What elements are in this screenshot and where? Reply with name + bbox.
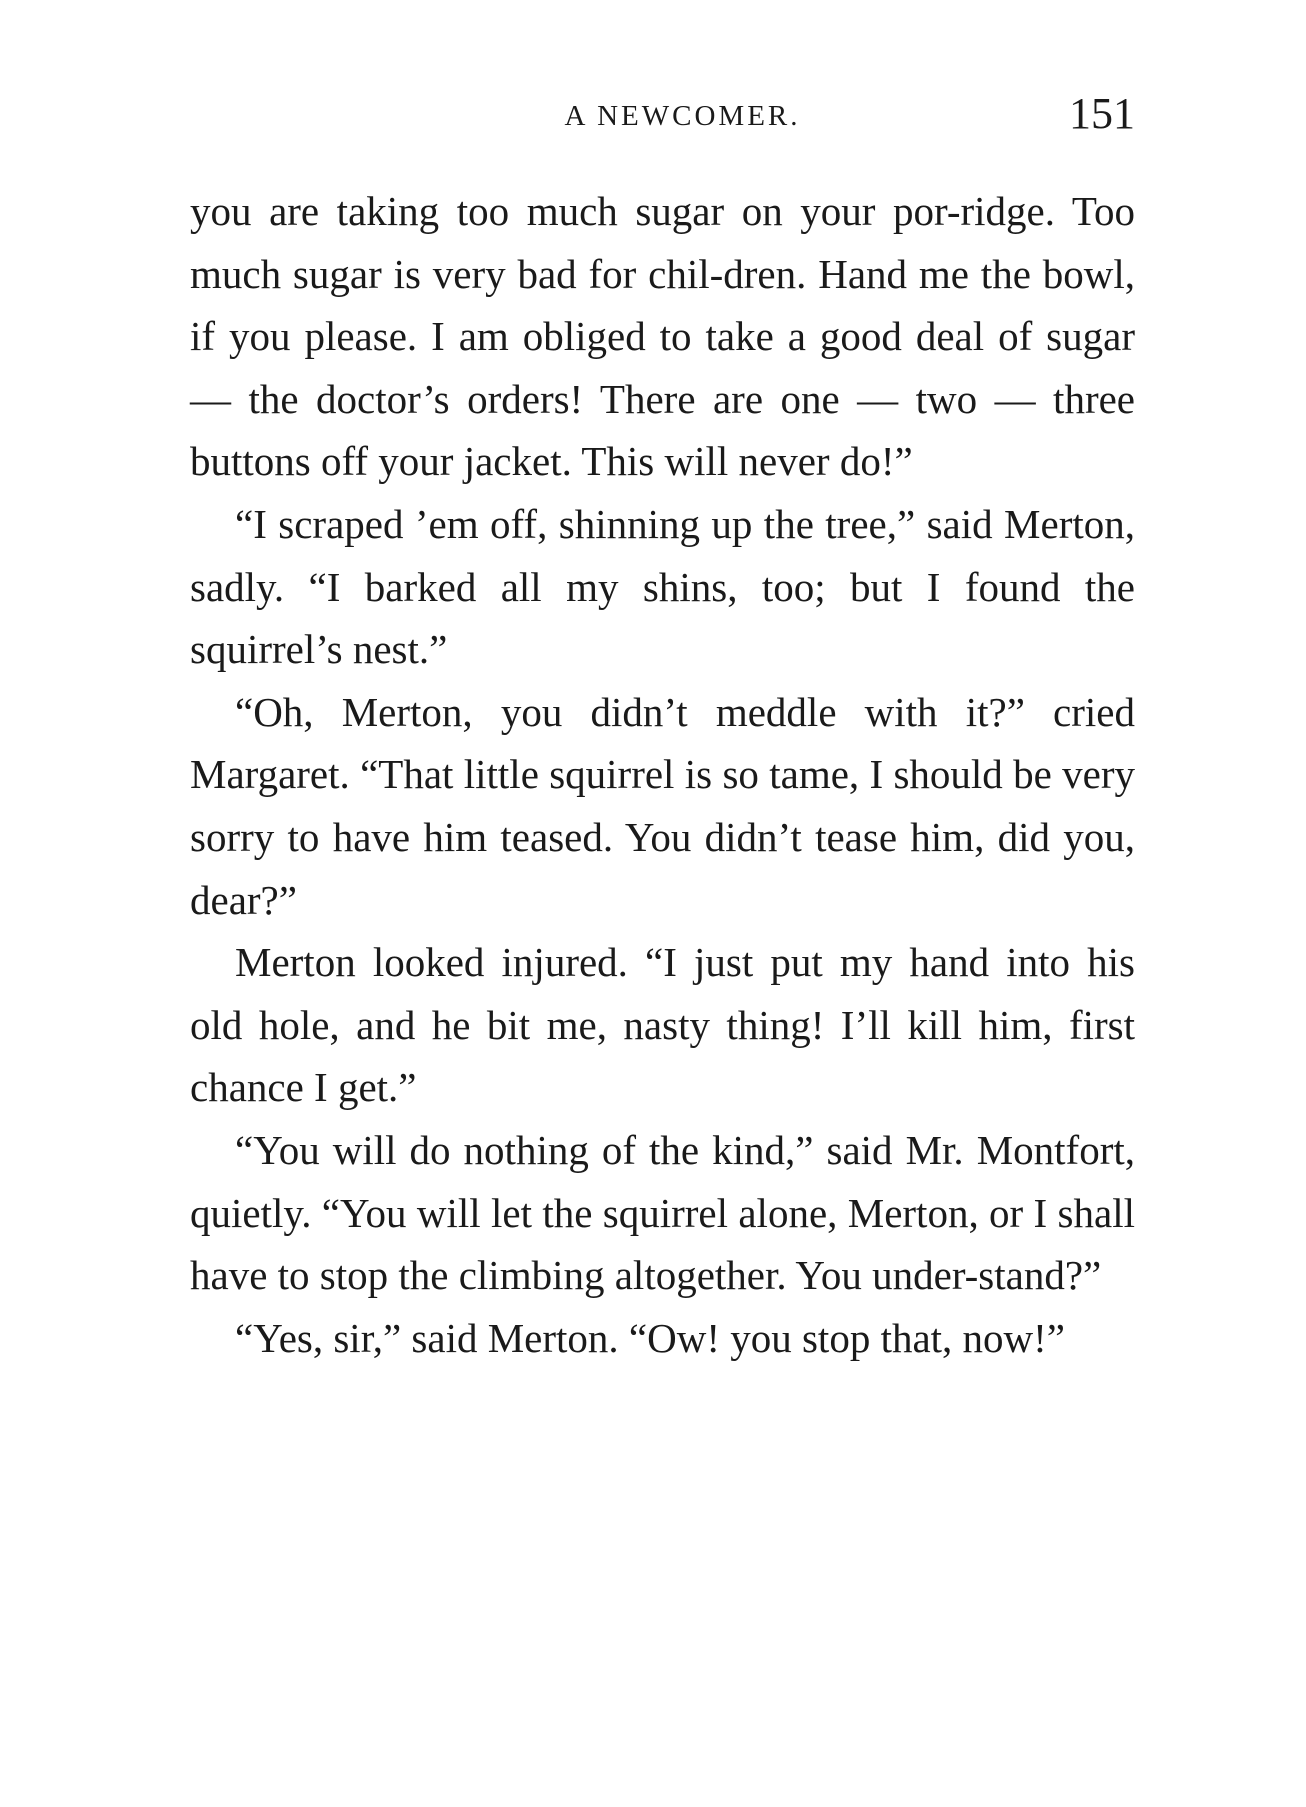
paragraph: Merton looked injured. “I just put my hand into his old hole, and he bit me, nasty thing! I’ll kill him, first chance I get.” bbox=[190, 939, 1135, 1111]
running-head bbox=[190, 88, 1135, 148]
page-number: 151 bbox=[1069, 89, 1135, 138]
body-text bbox=[190, 180, 1135, 1369]
paragraph: “You will do nothing of the kind,” said Mr. Montfort, quietly. “You will let the squirrel alone, Merton, or I shall have to stop the climbing altogether. You under-stand?” bbox=[190, 1126, 1135, 1299]
paragraph: “I scraped ’em off, shinning up the tree,” said Merton, sadly. “I barked all my shins, too; but I found the squirrel’s nest.” bbox=[190, 500, 1135, 673]
paragraph-continued: you are taking too much sugar on your por-ridge. Too much sugar is very bad for chil-dren. Hand me the bowl, if you please. I am obliged to take a good deal of sugar — the doctor’s orders! There are one — two — three buttons off your jacket. This will never do!” bbox=[190, 188, 1135, 485]
paragraph: “Oh, Merton, you didn’t meddle with it?” cried Margaret. “That little squirrel is so tame, I should be very sorry to have him teased. You didn’t tease him, did you, dear?” bbox=[190, 688, 1135, 923]
running-title: A NEWCOMER. bbox=[564, 100, 801, 132]
paragraph: “Yes, sir,” said Merton. “Ow! you stop that, now!” bbox=[235, 1314, 1066, 1361]
